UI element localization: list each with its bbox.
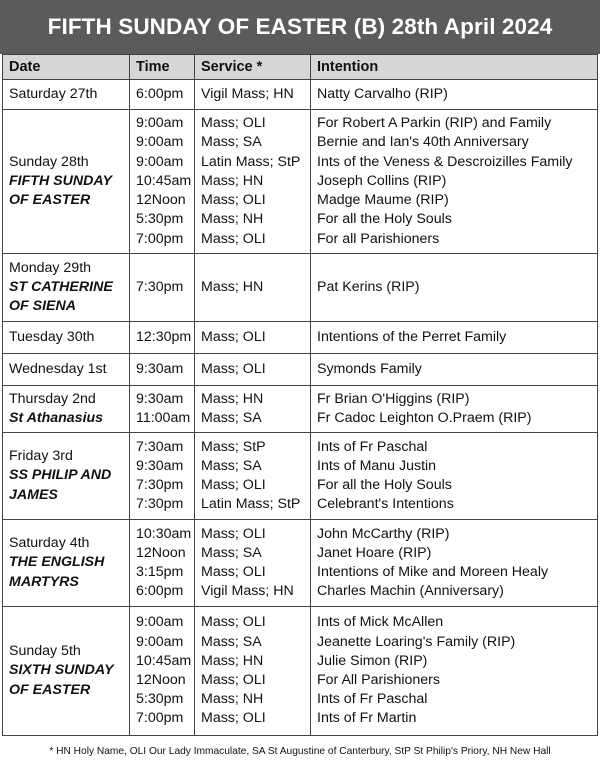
schedule-body	[3, 80, 598, 736]
time-value: 10:30am	[136, 525, 192, 542]
intention-value: Fr Brian O'Higgins (RIP)	[317, 390, 470, 407]
time-cell	[130, 80, 195, 110]
service-value: Vigil Mass; HN	[201, 85, 294, 102]
time-value: 9:00am	[136, 633, 184, 650]
service-value: Mass; SA	[201, 457, 262, 474]
service-value: Mass; NH	[201, 691, 264, 708]
feast-label: THE ENGLISH	[9, 554, 105, 571]
date-cell	[3, 386, 130, 433]
date-cell	[3, 322, 130, 354]
intention-value: Ints of Manu Justin	[317, 457, 437, 474]
time-value: 9:00am	[136, 153, 184, 170]
table-row	[3, 254, 598, 322]
intention-value: John McCarthy (RIP)	[317, 525, 450, 542]
feast-label: OF EASTER	[9, 192, 91, 209]
time-cell	[130, 254, 195, 322]
header-date: Date	[3, 55, 130, 80]
day-label: Saturday 27th	[9, 85, 98, 102]
header-service: Service *	[195, 55, 311, 80]
date-cell	[3, 80, 130, 110]
intention-value: Ints of Fr Paschal	[317, 438, 428, 455]
intention-cell	[311, 80, 598, 110]
service-cell	[195, 254, 311, 322]
intention-cell	[311, 433, 598, 520]
schedule-table	[2, 54, 598, 736]
intention-value: For Robert A Parkin (RIP) and Family	[317, 115, 552, 132]
service-value: Mass; NH	[201, 211, 264, 228]
table-row	[3, 110, 598, 254]
service-value: Mass; OLI	[201, 614, 266, 631]
service-value: Mass; SA	[201, 633, 262, 650]
time-value: 7:30pm	[136, 477, 184, 493]
time-value: 9:00am	[136, 115, 184, 132]
service-value: Mass; SA	[201, 544, 262, 561]
date-cell	[3, 354, 130, 386]
service-value: Mass; OLI	[201, 328, 266, 345]
time-value: 5:30pm	[136, 691, 184, 708]
feast-label: SS PHILIP AND	[9, 467, 112, 484]
day-label: Friday 3rd	[9, 448, 73, 465]
intention-cell	[311, 354, 598, 386]
service-value: Mass; HN	[201, 278, 264, 295]
intention-value: Intentions of the Perret Family	[317, 328, 507, 345]
service-value: Mass; OLI	[201, 192, 266, 209]
table-row	[3, 80, 598, 110]
service-value: Mass; OLI	[201, 115, 266, 132]
date-cell	[3, 110, 130, 254]
time-value: 9:30am	[136, 390, 184, 407]
date-cell	[3, 254, 130, 322]
time-value: 9:30am	[136, 360, 184, 377]
time-value: 7:00pm	[136, 710, 184, 727]
service-cell	[195, 433, 311, 520]
service-value: Mass; HN	[201, 390, 264, 407]
service-value: Mass; StP	[201, 438, 266, 455]
feast-label: SIXTH SUNDAY	[9, 662, 114, 679]
service-value: Mass; OLI	[201, 710, 266, 727]
time-cell	[130, 354, 195, 386]
intention-value: Janet Hoare (RIP)	[317, 544, 432, 561]
date-cell	[3, 433, 130, 520]
intention-value: Bernie and Ian's 40th Anniversary	[317, 134, 529, 151]
time-cell	[130, 322, 195, 354]
feast-label: JAMES	[9, 486, 58, 503]
feast-label: OF EASTER	[9, 681, 91, 698]
time-value: 12:30pm	[136, 328, 192, 345]
date-cell	[3, 607, 130, 736]
service-value: Mass; SA	[201, 134, 262, 151]
intention-cell	[311, 520, 598, 607]
intention-cell	[311, 110, 598, 254]
intention-cell	[311, 254, 598, 322]
date-cell	[3, 520, 130, 607]
time-value: 9:00am	[136, 614, 184, 631]
time-value: 10:45am	[136, 652, 192, 669]
intention-cell	[311, 607, 598, 736]
service-value: Mass; HN	[201, 652, 264, 669]
intention-value: Madge Maume (RIP)	[317, 192, 449, 209]
intention-cell	[311, 322, 598, 354]
intention-value: Intentions of Mike and Moreen Healy	[317, 564, 549, 580]
intention-value: Ints of Mick McAllen	[317, 614, 444, 631]
intention-value: Jeanette Loaring's Family (RIP)	[317, 633, 516, 650]
time-value: 12Noon	[136, 544, 186, 561]
time-value: 3:15pm	[136, 564, 184, 580]
time-value: 12Noon	[136, 192, 186, 209]
table-header-row	[3, 55, 598, 80]
intention-value: Celebrant's Intentions	[317, 496, 454, 513]
day-label: Sunday 28th	[9, 153, 89, 170]
feast-label: MARTYRS	[9, 573, 79, 590]
time-cell	[130, 607, 195, 736]
time-cell	[130, 520, 195, 607]
service-value: Mass; HN	[201, 172, 264, 189]
intention-cell	[311, 386, 598, 433]
header-time: Time	[130, 55, 195, 80]
time-value: 6:00pm	[136, 583, 184, 600]
table-row	[3, 433, 598, 520]
day-label: Wednesday 1st	[9, 360, 107, 377]
service-value: Vigil Mass; HN	[201, 583, 294, 600]
time-value: 10:45am	[136, 172, 192, 189]
time-value: 11:00am	[136, 410, 191, 426]
intention-value: Ints of Fr Paschal	[317, 691, 428, 708]
service-value: Mass; OLI	[201, 564, 266, 580]
table-row	[3, 520, 598, 607]
table-row	[3, 386, 598, 433]
table-row	[3, 607, 598, 736]
time-cell	[130, 110, 195, 254]
service-cell	[195, 520, 311, 607]
page-title: FIFTH SUNDAY OF EASTER (B) 28th April 2024	[0, 0, 600, 54]
service-cell	[195, 110, 311, 254]
day-label: Saturday 4th	[9, 535, 90, 552]
service-value: Mass; OLI	[201, 525, 266, 542]
intention-value: Fr Cadoc Leighton O.Praem (RIP)	[317, 410, 532, 426]
service-cell	[195, 386, 311, 433]
table-row	[3, 322, 598, 354]
service-value: Mass; OLI	[201, 477, 266, 493]
intention-value: For All Parishioners	[317, 672, 441, 688]
feast-label: ST CATHERINE	[9, 278, 113, 295]
intention-value: Julie Simon (RIP)	[317, 652, 428, 669]
day-label: Monday 29th	[9, 259, 92, 276]
intention-value: Pat Kerins (RIP)	[317, 278, 420, 295]
intention-value: Ints of the Veness & Descroizilles Family	[317, 153, 573, 170]
service-value: Mass; SA	[201, 410, 262, 426]
day-label: Tuesday 30th	[9, 328, 95, 345]
time-cell	[130, 386, 195, 433]
intention-value: Ints of Fr Martin	[317, 710, 417, 727]
intention-value: For all the Holy Souls	[317, 477, 452, 493]
day-label: Sunday 5th	[9, 643, 81, 660]
table-row	[3, 354, 598, 386]
feast-label: FIFTH SUNDAY	[9, 172, 112, 189]
service-cell	[195, 354, 311, 386]
feast-label: OF SIENA	[9, 298, 77, 315]
time-value: 7:30am	[136, 438, 184, 455]
day-label: Thursday 2nd	[9, 390, 96, 407]
time-value: 7:30pm	[136, 278, 184, 295]
intention-value: For all the Holy Souls	[317, 211, 452, 228]
service-cell	[195, 80, 311, 110]
service-value: Mass; OLI	[201, 360, 266, 377]
footnote: * HN Holy Name, OLI Our Lady Immaculate, SA St Augustine of Canterbury, StP St Philip's Priory, NH New Hall	[49, 746, 551, 757]
service-value: Latin Mass; StP	[201, 496, 301, 513]
time-value: 6:00pm	[136, 85, 184, 102]
time-value: 7:30pm	[136, 496, 184, 513]
intention-value: Charles Machin (Anniversary)	[317, 583, 504, 600]
service-value: Mass; OLI	[201, 672, 266, 688]
intention-value: Natty Carvalho (RIP)	[317, 85, 448, 102]
service-value: Latin Mass; StP	[201, 153, 301, 170]
service-value: Mass; OLI	[201, 230, 266, 247]
intention-value: For all Parishioners	[317, 230, 440, 247]
time-value: 7:00pm	[136, 230, 184, 247]
time-value: 9:00am	[136, 134, 184, 151]
header-intention: Intention	[311, 55, 598, 80]
time-value: 5:30pm	[136, 211, 184, 228]
service-cell	[195, 322, 311, 354]
time-value: 9:30am	[136, 457, 184, 474]
time-cell	[130, 433, 195, 520]
intention-value: Symonds Family	[317, 360, 422, 377]
feast-label: St Athanasius	[9, 410, 104, 426]
intention-value: Joseph Collins (RIP)	[317, 172, 447, 189]
service-cell	[195, 607, 311, 736]
time-value: 12Noon	[136, 672, 186, 688]
